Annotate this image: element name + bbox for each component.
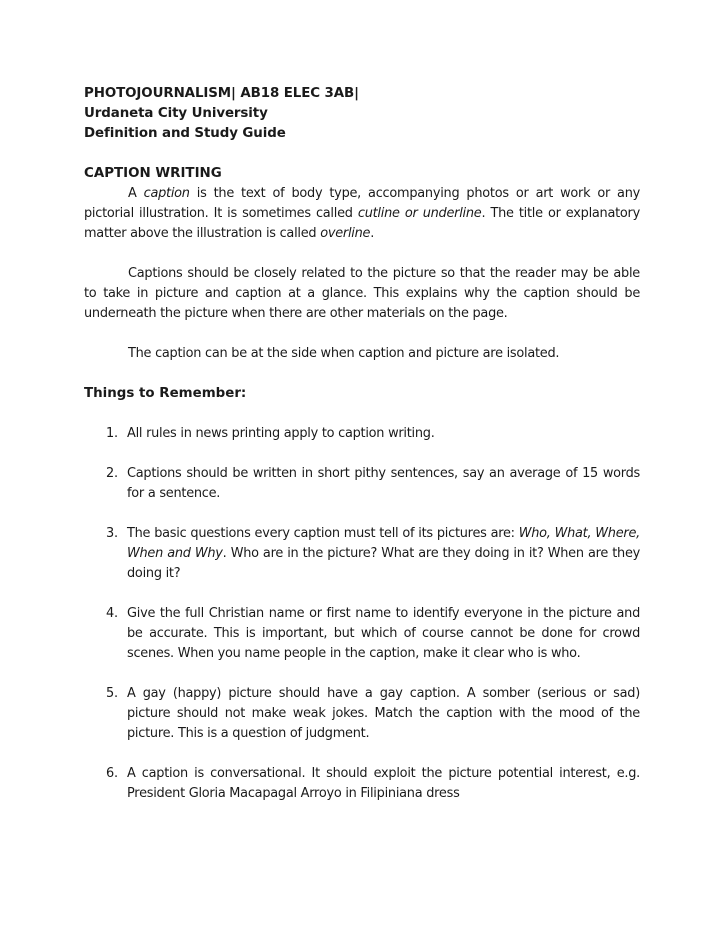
item-number: 4.	[106, 606, 118, 621]
item-text: All rules in news printing apply to caption writing.	[127, 426, 435, 441]
placement-paragraph: Captions should be closely related to the picture so that the reader may be able to take in picture and caption at a glance. This explains why the caption should be underneath the picture when there are other materials on the page.	[84, 266, 640, 321]
term-caption: caption	[143, 186, 190, 201]
item-number: 6.	[106, 766, 118, 781]
item-text: A caption is conversational. It should exploit the picture potential interest, e.g. President Gloria Macapagal Arroyo in Filipiniana dress	[127, 766, 640, 801]
list-item	[84, 424, 640, 444]
side-caption-paragraph: The caption can be at the side when caption and picture are isolated.	[128, 346, 560, 361]
university-name: Urdaneta City University	[84, 106, 268, 121]
item-number: 1.	[106, 426, 118, 441]
item-italic-text: Who, What, Where, When and Why	[127, 526, 640, 561]
list-item	[84, 604, 640, 664]
item-number: 3.	[106, 526, 118, 541]
list-item	[84, 684, 640, 744]
term-cutline: cutline or underline	[357, 206, 482, 221]
section-title: CAPTION WRITING	[84, 166, 222, 181]
item-number: 5.	[106, 686, 118, 701]
list-item	[84, 524, 640, 584]
rules-list	[84, 424, 640, 804]
things-to-remember-heading: Things to Remember:	[84, 386, 247, 401]
term-overline: overline	[320, 226, 371, 241]
text-run: .	[370, 226, 375, 241]
list-item	[84, 464, 640, 504]
document-subtitle: Definition and Study Guide	[84, 126, 286, 141]
item-text: A gay (happy) picture should have a gay caption. A somber (serious or sad) picture should not make weak jokes. Match the caption with the mood of the picture. This is a question of judgment.	[127, 686, 640, 741]
item-text: Captions should be written in short pithy sentences, say an average of 15 words for a sentence.	[127, 466, 640, 501]
item-number: 2.	[106, 466, 118, 481]
item-text: The basic questions every caption must tell of its pictures are:	[127, 526, 519, 541]
text-run: . The title or explanatory matter above the illustration is called	[84, 206, 640, 241]
text-run: A	[128, 186, 144, 201]
course-header: PHOTOJOURNALISM| AB18 ELEC 3AB|	[84, 86, 359, 101]
definition-paragraph	[84, 184, 640, 244]
item-text: Give the full Christian name or first name to identify everyone in the picture and be accurate. This is important, but which of course cannot be done for crowd scenes. When you name people in the caption, make it clear who is who.	[127, 606, 640, 661]
document-page	[84, 84, 640, 824]
list-item	[84, 764, 640, 804]
item-text: . Who are in the picture? What are they doing in it? When are they doing it?	[127, 546, 640, 581]
text-run: is the text of body type, accompanying photos or art work or any pictorial illustration. It is sometimes called	[84, 186, 641, 221]
